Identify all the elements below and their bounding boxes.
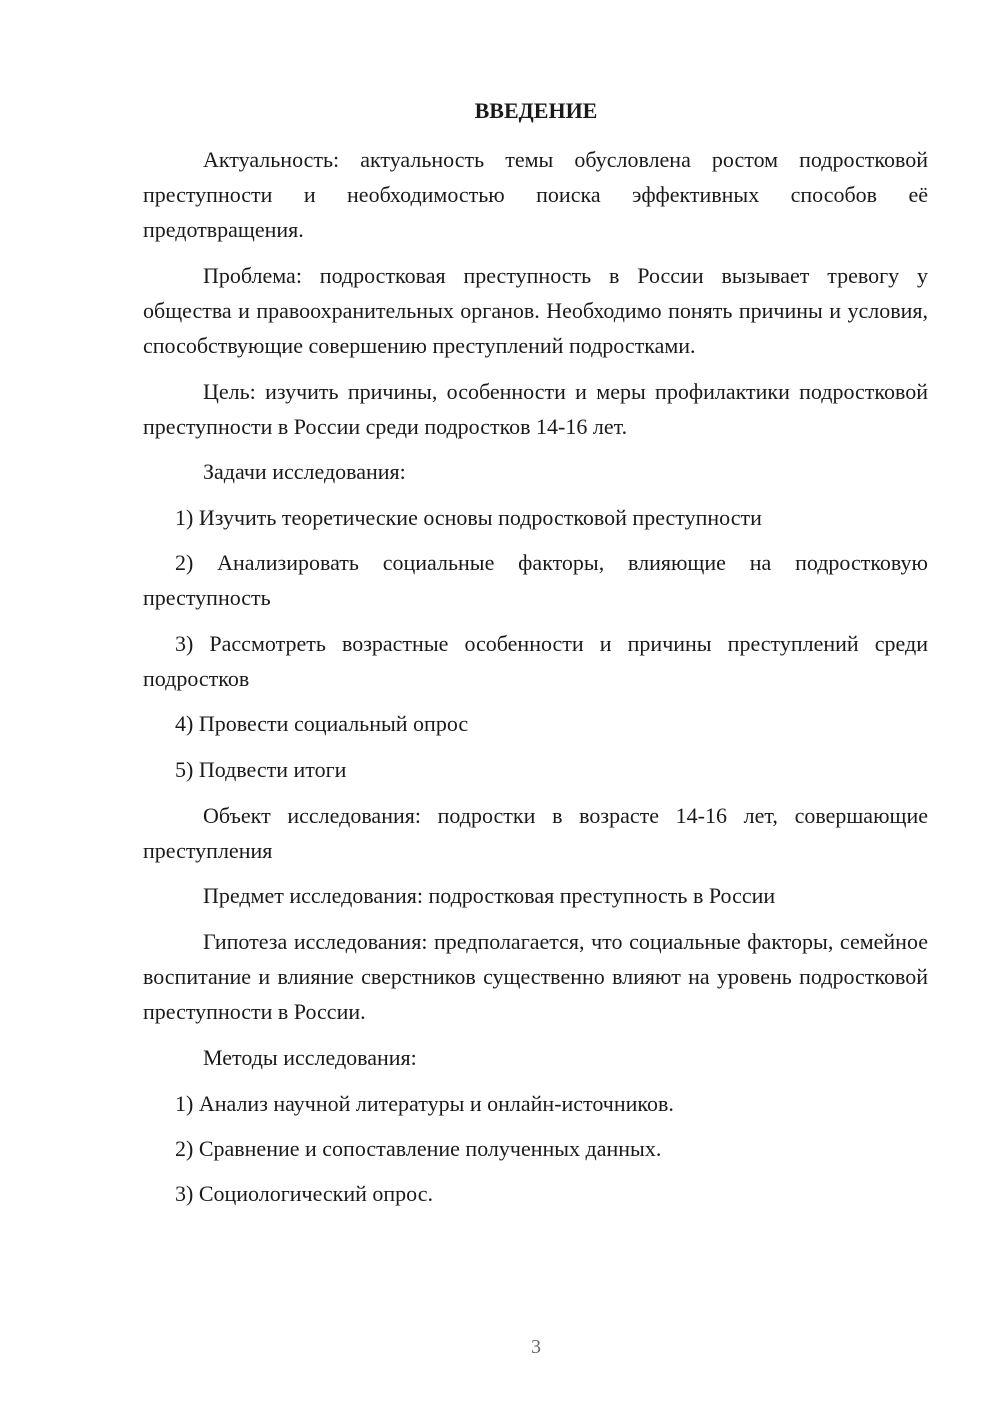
section-heading: ВВЕДЕНИЕ bbox=[474, 98, 598, 123]
tasks-title: Задачи исследования: bbox=[203, 459, 406, 484]
hypothesis-paragraph: Гипотеза исследования: предполагается, что социальные факторы, семейное воспитание и влияние сверстников существенно влияют на уровень подростковой преступности в России. bbox=[143, 929, 928, 1024]
method-item-3: 3) Социологический опрос. bbox=[175, 1181, 433, 1206]
subject-paragraph: Предмет исследования: подростковая преступность в России bbox=[203, 883, 776, 908]
methods-title: Методы исследования: bbox=[203, 1045, 417, 1070]
task-item-1: 1) Изучить теоретические основы подростковой преступности bbox=[175, 505, 762, 530]
method-item-2: 2) Сравнение и сопоставление полученных данных. bbox=[175, 1136, 662, 1161]
task-item-2: 2) Анализировать социальные факторы, влияющие на подростковую преступность bbox=[143, 550, 928, 610]
object-paragraph: Объект исследования: подростки в возрасте 14-16 лет, совершающие преступления bbox=[143, 803, 928, 863]
problem-paragraph: Проблема: подростковая преступность в России вызывает тревогу у общества и правоохранительных органов. Необходимо понять причины и условия, способствующие совершению преступлений подростками. bbox=[143, 263, 928, 358]
relevance-paragraph: Актуальность: актуальность темы обусловлена ростом подростковой преступности и необходимостью поиска эффективных способов её предотвращения. bbox=[143, 147, 928, 242]
task-item-5: 5) Подвести итоги bbox=[175, 757, 347, 782]
method-item-1: 1) Анализ научной литературы и онлайн-источников. bbox=[175, 1091, 674, 1116]
task-item-3: 3) Рассмотреть возрастные особенности и причины преступлений среди подростков bbox=[143, 631, 928, 691]
goal-paragraph: Цель: изучить причины, особенности и меры профилактики подростковой преступности в России среди подростков 14-16 лет. bbox=[143, 379, 928, 439]
page-number: 3 bbox=[531, 1336, 541, 1358]
task-item-4: 4) Провести социальный опрос bbox=[175, 711, 469, 736]
